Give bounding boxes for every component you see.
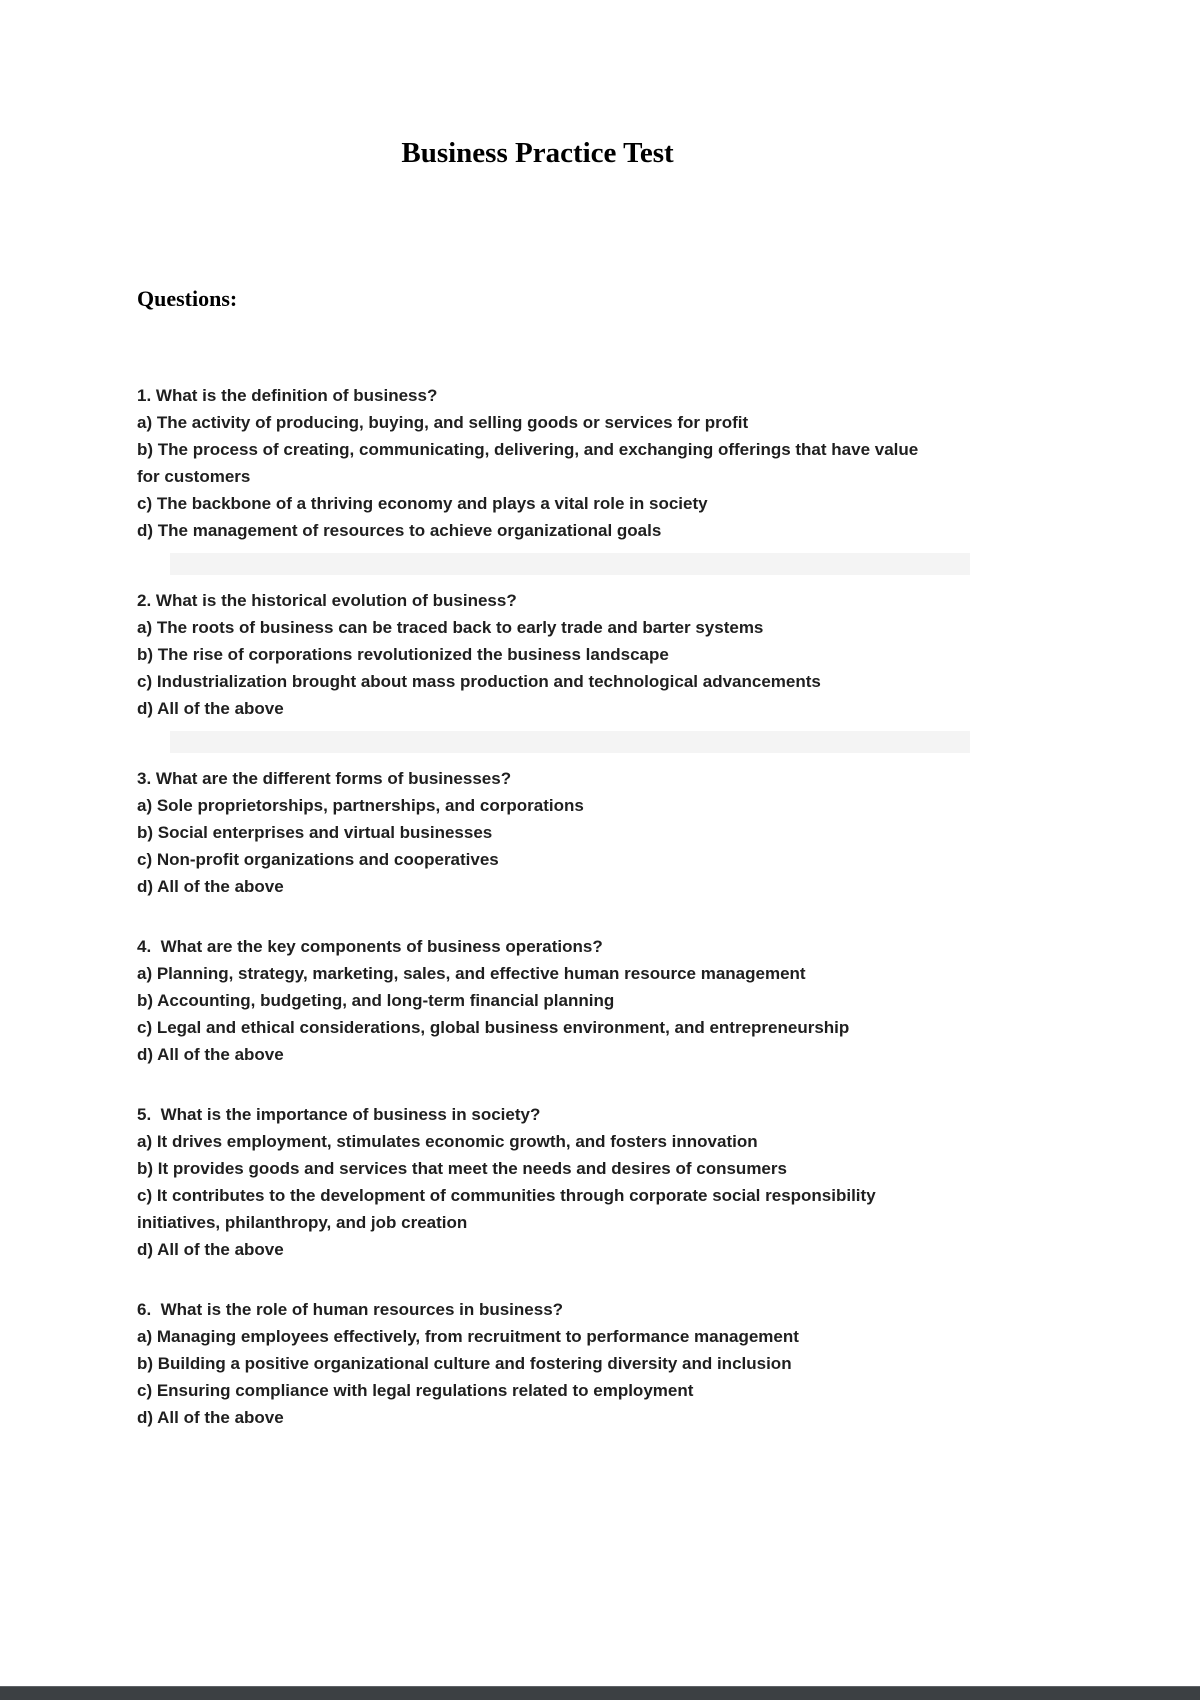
question-block-1 xyxy=(137,382,938,544)
answer-option: d) All of the above xyxy=(137,1408,284,1427)
answer-option: d) All of the above xyxy=(137,1240,284,1259)
answer-option: c) Ensuring compliance with legal regulations related to employment xyxy=(137,1381,694,1400)
answer-option: a) The activity of producing, buying, and selling goods or services for profit xyxy=(137,413,749,432)
section-heading: Questions: xyxy=(137,286,238,311)
answer-option: a) It drives employment, stimulates economic growth, and fosters innovation xyxy=(137,1132,758,1151)
answer-option: c) It contributes to the development of communities through corporate social responsibility initiatives, philanthropy, and job creation xyxy=(137,1186,881,1232)
question-text: 5. What is the importance of business in society? xyxy=(137,1105,541,1124)
answer-option: c) Industrialization brought about mass production and technological advancements xyxy=(137,672,821,691)
answer-option: d) The management of resources to achieve organizational goals xyxy=(137,521,662,540)
questions-list xyxy=(137,382,938,1431)
answer-option: d) All of the above xyxy=(137,699,284,718)
answer-option: c) The backbone of a thriving economy and plays a vital role in society xyxy=(137,494,708,513)
question-text: 6. What is the role of human resources in business? xyxy=(137,1300,564,1319)
answer-option: a) The roots of business can be traced back to early trade and barter systems xyxy=(137,618,764,637)
question-text: 1. What is the definition of business? xyxy=(137,386,438,405)
highlight-strip xyxy=(170,553,970,575)
answer-option: a) Managing employees effectively, from recruitment to performance management xyxy=(137,1327,799,1346)
answer-option: b) Social enterprises and virtual businesses xyxy=(137,823,493,842)
page-separator xyxy=(0,1686,1200,1700)
page-title: Business Practice Test xyxy=(401,137,674,169)
answer-option: d) All of the above xyxy=(137,877,284,896)
answer-option: a) Sole proprietorships, partnerships, and corporations xyxy=(137,796,584,815)
answer-option: b) Accounting, budgeting, and long-term financial planning xyxy=(137,991,615,1010)
question-block-6 xyxy=(137,1296,938,1431)
question-block-2 xyxy=(137,587,938,722)
highlight-strip xyxy=(170,731,970,753)
question-text: 3. What are the different forms of businesses? xyxy=(137,769,512,788)
question-block-5 xyxy=(137,1101,938,1263)
answer-option: b) Building a positive organizational culture and fostering diversity and inclusion xyxy=(137,1354,792,1373)
question-text: 2. What is the historical evolution of business? xyxy=(137,591,517,610)
question-block-4 xyxy=(137,933,938,1068)
answer-option: c) Legal and ethical considerations, global business environment, and entrepreneurship xyxy=(137,1018,850,1037)
answer-option: c) Non-profit organizations and cooperatives xyxy=(137,850,499,869)
answer-option: b) The process of creating, communicating, delivering, and exchanging offerings that have value for customers xyxy=(137,440,923,486)
answer-option: d) All of the above xyxy=(137,1045,284,1064)
answer-option: a) Planning, strategy, marketing, sales, and effective human resource management xyxy=(137,964,806,983)
answer-option: b) It provides goods and services that meet the needs and desires of consumers xyxy=(137,1159,787,1178)
question-text: 4. What are the key components of business operations? xyxy=(137,937,603,956)
question-block-3 xyxy=(137,765,938,900)
answer-option: b) The rise of corporations revolutionized the business landscape xyxy=(137,645,669,664)
